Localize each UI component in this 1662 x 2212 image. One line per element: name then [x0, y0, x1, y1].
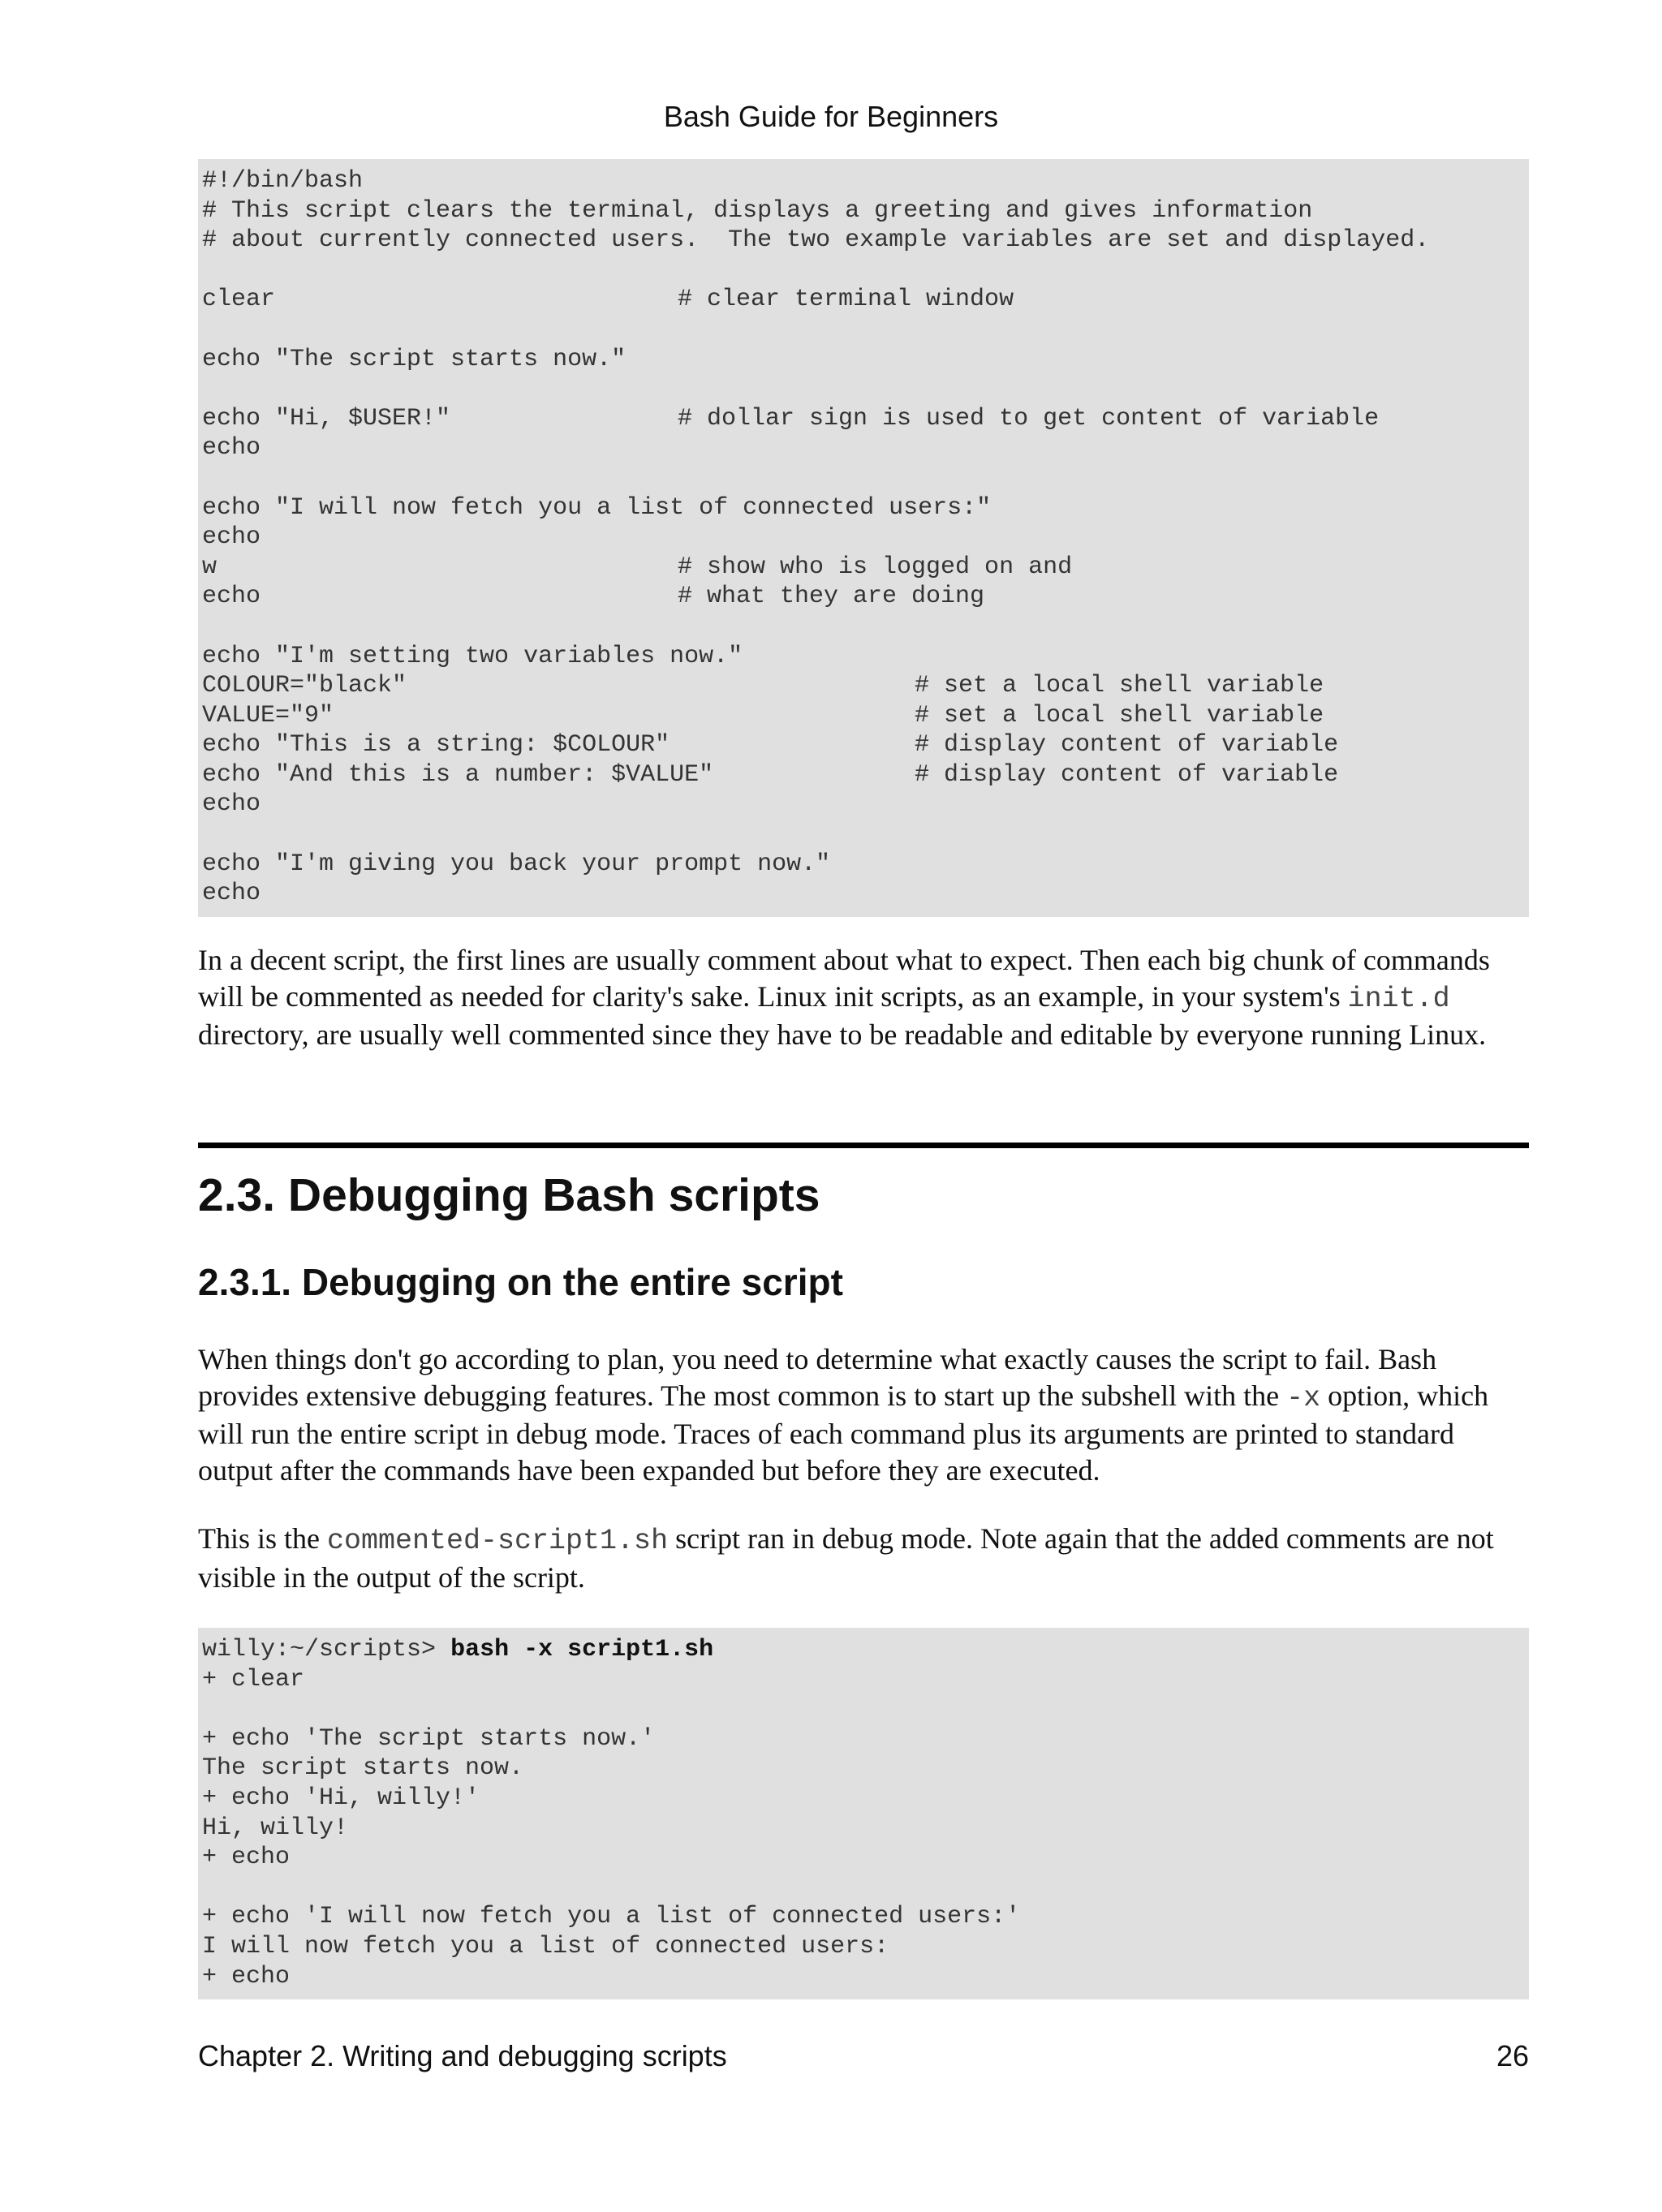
code-line: + echo 'Hi, willy!'	[202, 1784, 480, 1812]
code-line: echo	[202, 523, 261, 552]
code-line: echo	[202, 880, 261, 908]
code-line-prompt	[202, 1635, 1529, 1665]
code-line: echo "I'm setting two variables now."	[202, 642, 743, 670]
code-line: echo "And this is a number: $VALUE" # display content of variable	[202, 760, 1339, 789]
code-line: The script starts now.	[202, 1754, 524, 1783]
code-line: echo "The script starts now."	[202, 345, 626, 373]
code-line	[202, 374, 1529, 404]
shell-prompt: willy:~/scripts>	[202, 1636, 451, 1663]
code-line: + echo 'The script starts now.'	[202, 1724, 656, 1753]
code-line: + clear	[202, 1665, 305, 1693]
inline-code-init-d: init.d	[1347, 982, 1450, 1015]
code-line	[202, 463, 1529, 493]
code-line: # This script clears the terminal, displays a greeting and gives information	[202, 196, 1313, 225]
code-line: + echo 'I will now fetch you a list of connected users:'	[202, 1903, 1021, 1931]
code-line: I will now fetch you a list of connected users:	[202, 1932, 889, 1960]
code-line	[202, 612, 1529, 642]
inline-code-script-name: commented-script1.sh	[327, 1525, 669, 1557]
code-line	[202, 820, 1529, 850]
code-line: COLOUR="black" # set a local shell variable	[202, 672, 1324, 700]
code-line	[202, 256, 1529, 286]
code-line: + echo	[202, 1962, 291, 1990]
code-line: Hi, willy!	[202, 1814, 349, 1842]
paragraph-debug-mode: This is the commented-script1.sh script ran in debug mode. Note again that the added comments are not visible in the output of the script.	[198, 1522, 1494, 1594]
shell-command: bash -x script1.sh	[450, 1636, 714, 1663]
code-line	[202, 1873, 1529, 1903]
inline-code-x-option: -x	[1286, 1381, 1321, 1414]
subsection-title: 2.3.1. Debugging on the entire script	[198, 1261, 843, 1303]
code-line: echo	[202, 434, 261, 463]
code-block-script	[198, 159, 1529, 917]
code-block-debug-output	[198, 1628, 1529, 1999]
code-line: w # show who is logged on and	[202, 553, 1073, 581]
running-header: Bash Guide for Beginners	[663, 100, 999, 133]
paragraph-script-comments: In a decent script, the first lines are usually comment about what to expect. Then each big chunk of commands will be commented as needed for clarity's sake. Linux init scripts, as an example, in your system's init.d directory, are usually well commented since they have to be readable and editable by everyone running Linux.	[198, 944, 1490, 1051]
section-rule	[198, 1143, 1529, 1148]
code-line	[202, 1694, 1529, 1724]
code-line: echo "I'm giving you back your prompt now."	[202, 850, 831, 878]
code-line: VALUE="9" # set a local shell variable	[202, 701, 1324, 729]
code-line: echo	[202, 790, 261, 819]
code-line: echo # what they are doing	[202, 583, 985, 611]
paragraph-debugging-intro: When things don't go according to plan, you need to determine what exactly causes the script to fail. Bash provides extensive debugging features. The most common is to start up the subshell with the -x option, which will run the entire script in debug mode. Traces of each command plus its arguments are printed to standard output after the commands have been expanded but before they are executed.	[198, 1343, 1489, 1487]
section-title: 2.3. Debugging Bash scripts	[198, 1169, 820, 1221]
code-line: echo "Hi, $USER!" # dollar sign is used to get content of variable	[202, 404, 1380, 433]
code-line: clear # clear terminal window	[202, 286, 1014, 314]
page-number: 26	[1496, 2039, 1529, 2072]
footer-chapter: Chapter 2. Writing and debugging scripts	[198, 2039, 727, 2072]
code-line: echo "I will now fetch you a list of connected users:"	[202, 493, 992, 522]
code-line: echo "This is a string: $COLOUR" # display content of variable	[202, 731, 1339, 760]
code-line: + echo	[202, 1844, 291, 1872]
code-line: # about currently connected users. The two example variables are set and displayed.	[202, 226, 1430, 255]
code-line	[202, 315, 1529, 345]
code-line: #!/bin/bash	[202, 167, 364, 195]
